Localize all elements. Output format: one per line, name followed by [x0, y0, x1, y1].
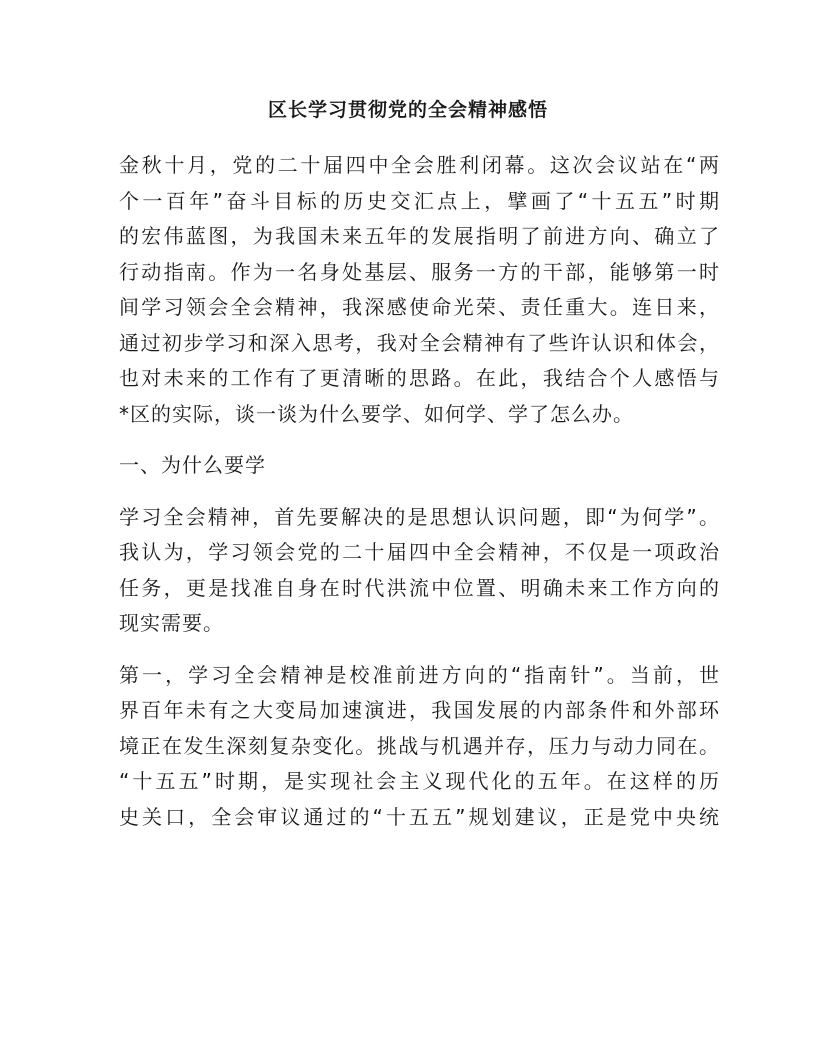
text-line: 也对未来的工作有了更清晰的思路。在此，我结合个人感悟与: [119, 366, 719, 390]
text-line: 第一，学习全会精神是校准前进方向的“指南针”。当前，世: [119, 662, 719, 687]
document-body: [119, 148, 719, 835]
paragraph-intro: [119, 148, 719, 432]
section-heading-why: [119, 448, 719, 484]
text-line: 境正在发生深刻复杂变化。挑战与机遇并存，压力与动力同在。: [119, 733, 719, 758]
text-line: *区的实际，谈一谈为什么要学、如何学、学了怎么办。: [119, 401, 634, 426]
text-line: 界百年未有之大变局加速演进，我国发展的内部条件和外部环: [119, 698, 719, 722]
text-line: 金秋十月，党的二十届四中全会胜利闭幕。这次会议站在“两: [119, 153, 719, 177]
text-line: 通过初步学习和深入思考，我对全会精神有了些许认识和体会，: [119, 330, 719, 355]
text-line: 任务，更是找准自身在时代洪流中位置、明确未来工作方向的: [119, 575, 719, 600]
text-line: 史关口，全会审议通过的“十五五”规划建议，正是党中央统: [119, 804, 719, 829]
text-line: 现实需要。: [119, 611, 224, 635]
text-line: 学习全会精神，首先要解决的是思想认识问题，即“为何学”。: [119, 504, 719, 529]
text-line: 个一百年”奋斗目标的历史交汇点上，擘画了“十五五”时期: [119, 188, 719, 213]
text-line: 一、为什么要学: [119, 453, 266, 477]
text-line: 间学习领会全会精神，我深感使命光荣、责任重大。连日来，: [119, 295, 719, 319]
document-title: 区长学习贯彻党的全会精神感悟: [267, 99, 548, 121]
text-line: 我认为，学习领会党的二十届四中全会精神，不仅是一项政治: [119, 540, 719, 564]
paragraph-why-learn: [119, 500, 719, 642]
paragraph-first-point: [119, 658, 719, 836]
text-line: 行动指南。作为一名身处基层、服务一方的干部，能够第一时: [119, 259, 719, 284]
text-line: “十五五”时期，是实现社会主义现代化的五年。在这样的历: [119, 769, 719, 793]
text-line: 的宏伟蓝图，为我国未来五年的发展指明了前进方向、确立了: [119, 224, 719, 248]
